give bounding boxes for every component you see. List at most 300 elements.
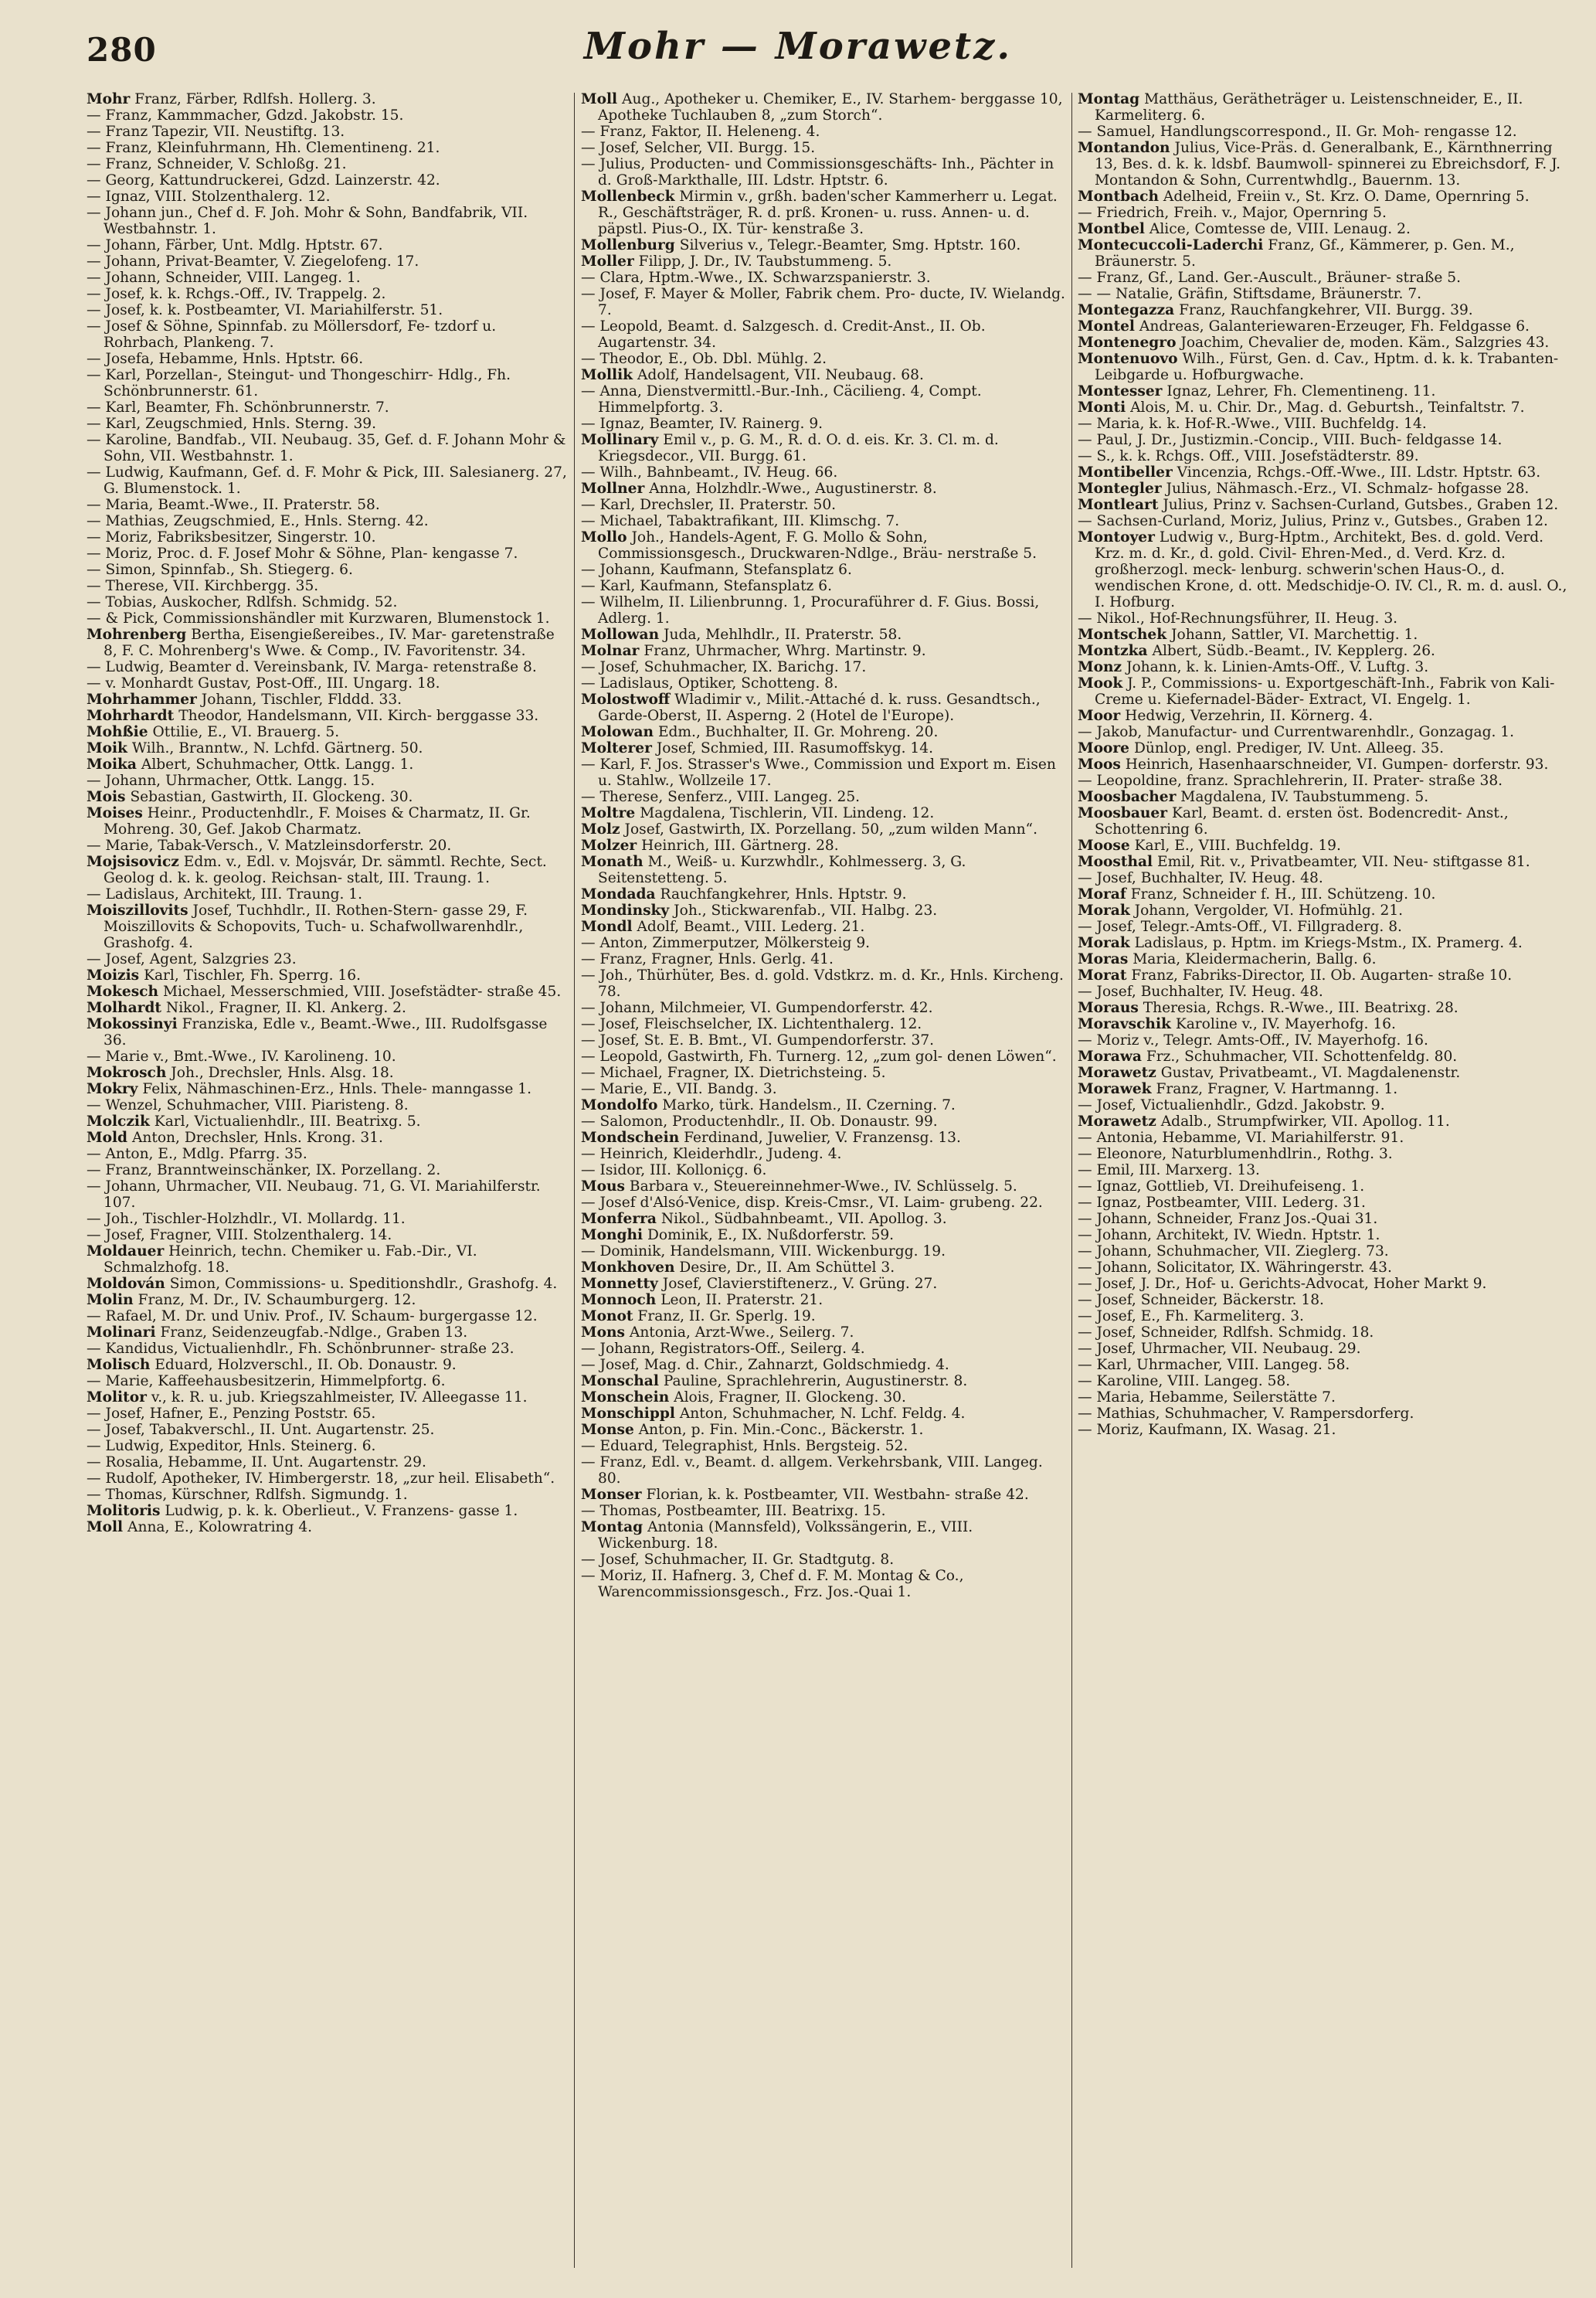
directory-entry — [581, 383, 1068, 416]
entry-surname: Mohrhardt — [87, 708, 175, 724]
entry-text: Marko, türk. Handelsm., II. Czerning. 7. — [662, 1097, 956, 1113]
entry-text: — Isidor, III. Kolloniçg. 6. — [581, 1162, 767, 1178]
entry-text: — Josef, k. k. Rchgs.-Off., IV. Trappelg. 2. — [87, 286, 386, 302]
entry-surname: Moiszillovits — [87, 903, 188, 919]
entry-surname: Molin — [87, 1292, 134, 1308]
entry-text: — Rudolf, Apotheker, IV. Himbergerstr. 18, „zur heil. Elisabeth“. — [87, 1470, 555, 1487]
entry-text: — Marie, E., VII. Bandg. 3. — [581, 1081, 777, 1097]
directory-entry — [87, 237, 569, 253]
directory-entry — [87, 1503, 569, 1519]
entry-text: — Ignaz, VIII. Stolzenthalerg. 12. — [87, 189, 331, 205]
entry-text: — Josef, Victualienhdlr., Gdzd. Jakobstr. 9. — [1078, 1097, 1385, 1113]
entry-surname: Moller — [581, 253, 634, 270]
directory-entry — [581, 1389, 1068, 1406]
entry-text: Julius, Vice-Präs. d. Generalbank, E., Kärnthnerring 13, Bes. d. k. k. ldsbf. Baumwoll- spinnerei zu Ebreichsdorf, F. J. Montandon & Sohn, Currentwhdlg., Bauernm. 13. — [1095, 140, 1561, 189]
entry-surname: Morak — [1078, 935, 1130, 951]
directory-entry — [87, 659, 569, 675]
entry-text: — Karl, Beamter, Fh. Schönbrunnerstr. 7. — [87, 399, 389, 416]
directory-entry — [87, 270, 569, 286]
entry-text: Ottilie, E., VI. Brauerg. 5. — [152, 724, 340, 740]
running-head: Mohr — Morawetz. — [583, 25, 1013, 68]
directory-entry — [87, 1470, 569, 1487]
directory-entry — [1078, 740, 1572, 756]
entry-text: Karl, Beamt. d. ersten öst. Bodencredit- Anst., Schottenring 6. — [1095, 805, 1509, 838]
entry-surname: Moldován — [87, 1276, 165, 1292]
directory-entry — [1078, 448, 1572, 464]
directory-entry — [581, 1292, 1068, 1308]
directory-entry — [581, 351, 1068, 367]
entry-surname: Monser — [581, 1487, 642, 1503]
entry-text: Mirmin v., grßh. baden'scher Kammerherr u. Legat. R., Geschäftsträger, R. d. prß. Kronen- u. russ. Annen- u. d. päpstl. Pius-O., IX. Tür- kenstraße 3. — [598, 189, 1058, 237]
directory-entry — [87, 1357, 569, 1373]
entry-surname: Montschek — [1078, 627, 1167, 643]
entry-text: Josef, Clavierstiftenerz., V. Grüng. 27. — [662, 1276, 938, 1292]
entry-text: — Moriz, Fabriksbesitzer, Singerstr. 10. — [87, 529, 376, 546]
entry-surname: Monferra — [581, 1211, 657, 1227]
directory-entry — [581, 1422, 1068, 1438]
entry-text: — Johann, Privat-Beamter, V. Ziegelofeng. 17. — [87, 253, 419, 270]
entry-text: Emil v., p. G. M., R. d. O. d. eis. Kr. 3. Cl. m. d. Kriegsdecor., VII. Burgg. 61. — [598, 432, 999, 464]
directory-entry — [581, 1162, 1068, 1178]
entry-text: — Karl, Drechsler, II. Praterstr. 50. — [581, 497, 837, 513]
entry-surname: Mous — [581, 1178, 625, 1195]
entry-surname: Moosbauer — [1078, 805, 1168, 821]
directory-entry — [581, 789, 1068, 805]
entry-surname: Morawa — [1078, 1049, 1142, 1065]
directory-entry — [1078, 221, 1572, 237]
entry-text: Silverius v., Telegr.-Beamter, Smg. Hptstr. 160. — [679, 237, 1021, 253]
directory-entry — [1078, 838, 1572, 854]
entry-text: — — Natalie, Gräfin, Stiftsdame, Bräunerstr. 7. — [1078, 286, 1422, 302]
entry-text: — Josef d'Alsó-Venice, disp. Kreis-Cmsr., VI. Laim- grubeng. 22. — [581, 1195, 1043, 1211]
directory-entry — [581, 481, 1068, 497]
directory-entry — [1078, 318, 1572, 335]
directory-entry — [87, 627, 569, 659]
entry-surname: Montleart — [1078, 497, 1159, 513]
directory-entry — [581, 189, 1068, 237]
directory-entry — [581, 529, 1068, 562]
directory-entry — [1078, 497, 1572, 513]
entry-surname: Mold — [87, 1130, 128, 1146]
directory-entry — [1078, 383, 1572, 399]
entry-surname: Monse — [581, 1422, 634, 1438]
entry-text: — Franz, Schneider, V. Schloßg. 21. — [87, 156, 347, 172]
directory-entry — [1078, 91, 1572, 124]
directory-entry — [581, 270, 1068, 286]
directory-entry — [87, 1146, 569, 1162]
entry-surname: Mois — [87, 789, 126, 805]
directory-entry — [87, 1097, 569, 1113]
directory-entry — [581, 692, 1068, 724]
entry-surname: Montoyer — [1078, 529, 1155, 546]
entry-surname: Moik — [87, 740, 127, 756]
entry-text: — Josef, Selcher, VII. Burgg. 15. — [581, 140, 816, 156]
directory-entry — [87, 189, 569, 205]
entry-text: Johann, Sattler, VI. Marchettig. 1. — [1171, 627, 1418, 643]
entry-text: Heinrich, Hasenhaarschneider, VI. Gumpen- dorferstr. 93. — [1125, 756, 1549, 773]
directory-entry — [87, 756, 569, 773]
entry-text: — Michael, Tabaktrafikant, III. Klimschg. 7. — [581, 513, 900, 529]
directory-entry — [581, 286, 1068, 318]
directory-entry — [87, 302, 569, 318]
directory-entry — [581, 838, 1068, 854]
entry-text: Dünlop, engl. Prediger, IV. Unt. Alleeg. 35. — [1133, 740, 1445, 756]
entry-text: Vincenzia, Rchgs.-Off.-Wwe., III. Ldstr. Hptstr. 63. — [1177, 464, 1541, 481]
directory-entry — [1078, 1227, 1572, 1243]
directory-entry — [581, 513, 1068, 529]
entry-text: — Salomon, Productenhdlr., II. Ob. Donaustr. 99. — [581, 1113, 938, 1130]
entry-text: Johann, Vergolder, VI. Hofmühlg. 21. — [1134, 903, 1404, 919]
directory-entry — [87, 1227, 569, 1243]
directory-entry — [87, 367, 569, 399]
directory-entry — [1078, 951, 1572, 967]
directory-entry — [1078, 432, 1572, 448]
directory-entry — [581, 1357, 1068, 1373]
entry-text: — Simon, Spinnfab., Sh. Stiegerg. 6. — [87, 562, 353, 578]
entry-surname: Mohrenberg — [87, 627, 187, 643]
entry-surname: Molhardt — [87, 1000, 161, 1016]
directory-entry — [581, 1503, 1068, 1519]
directory-entry — [581, 821, 1068, 838]
entry-surname: Mollik — [581, 367, 633, 383]
entry-text: Magdalena, IV. Taubstummeng. 5. — [1180, 789, 1429, 805]
entry-text: — Josef, Hafner, E., Penzing Poststr. 65. — [87, 1406, 376, 1422]
entry-text: — Jakob, Manufactur- und Currentwarenhdlr., Gonzagag. 1. — [1078, 724, 1515, 740]
entry-text: — Josef, F. Mayer & Moller, Fabrik chem. Pro- ducte, IV. Wielandg. 7. — [581, 286, 1065, 318]
directory-entry — [581, 156, 1068, 189]
directory-entry — [87, 562, 569, 578]
directory-entry — [581, 1341, 1068, 1357]
directory-entry — [581, 951, 1068, 967]
entry-text: — Josef, Telegr.-Amts-Off., VI. Fillgraderg. 8. — [1078, 919, 1402, 935]
entry-surname: Moor — [1078, 708, 1121, 724]
directory-entry — [1078, 1422, 1572, 1438]
directory-entry — [87, 1308, 569, 1324]
directory-entry — [581, 627, 1068, 643]
entry-text: — Josef, J. Dr., Hof- u. Gerichts-Advocat, Hoher Markt 9. — [1078, 1276, 1487, 1292]
entry-text: — Marie, Kaffeehausbesitzerin, Himmelpfortg. 6. — [87, 1373, 446, 1389]
entry-text: Pauline, Sprachlehrerin, Augustinerstr. 8. — [663, 1373, 968, 1389]
directory-entry — [581, 432, 1068, 464]
entry-text: Albert, Schuhmacher, Ottk. Langg. 1. — [141, 756, 414, 773]
directory-entry — [581, 1243, 1068, 1259]
entry-text: Wilh., Fürst, Gen. d. Cav., Hptm. d. k. k. Trabanten-Leibgarde u. Hofburgwache. — [1095, 351, 1559, 383]
directory-entry — [1078, 237, 1572, 270]
entry-surname: Moos — [1078, 756, 1121, 773]
directory-entry — [581, 967, 1068, 1000]
entry-text: Ladislaus, p. Hptm. im Kriegs-Mstm., IX. Pramerg. 4. — [1134, 935, 1523, 951]
entry-surname: Morak — [1078, 903, 1130, 919]
entry-text: Antonia (Mannsfeld), Volkssängerin, E., VIII. Wickenburg. 18. — [598, 1519, 973, 1552]
directory-entry — [581, 1227, 1068, 1243]
directory-entry — [87, 708, 569, 724]
entry-text: — Ignaz, Postbeamter, VIII. Lederg. 31. — [1078, 1195, 1366, 1211]
entry-text: Heinrich, techn. Chemiker u. Fab.-Dir., VI. Schmalzhofg. 18. — [104, 1243, 477, 1276]
entry-text: — Josef, Buchhalter, IV. Heug. 48. — [1078, 984, 1323, 1000]
directory-entry — [87, 610, 569, 627]
entry-text: Nikol., Südbahnbeamt., VII. Apollog. 3. — [660, 1211, 947, 1227]
entry-text: — Maria, Hebamme, Seilerstätte 7. — [1078, 1389, 1336, 1406]
directory-entry — [581, 464, 1068, 481]
entry-text: Filipp, J. Dr., IV. Taubstummeng. 5. — [638, 253, 892, 270]
directory-entry — [581, 1552, 1068, 1568]
entry-text: Leon, II. Praterstr. 21. — [660, 1292, 823, 1308]
entry-surname: Molczik — [87, 1113, 150, 1130]
directory-entry — [87, 1162, 569, 1178]
entry-surname: Molzer — [581, 838, 637, 854]
entry-surname: Moll — [581, 91, 618, 107]
entry-text: Franz, Uhrmacher, Whrg. Martinstr. 9. — [643, 643, 926, 659]
entry-text: — Therese, VII. Kirchbergg. 35. — [87, 578, 319, 594]
entry-text: Franz, II. Gr. Sperlg. 19. — [637, 1308, 816, 1324]
entry-text: Simon, Commissions- u. Speditionshdlr., Grashofg. 4. — [169, 1276, 558, 1292]
entry-text: Julius, Prinz v. Sachsen-Curland, Gutsbes., Graben 12. — [1163, 497, 1559, 513]
directory-entry — [1078, 919, 1572, 935]
entry-text: Karl, Victualienhdlr., III. Beatrixg. 5. — [154, 1113, 421, 1130]
entry-text: — Ludwig, Expeditor, Hnls. Steinerg. 6. — [87, 1438, 376, 1454]
directory-entry — [1078, 870, 1572, 886]
entry-text: — Franz, Fragner, Hnls. Gerlg. 41. — [581, 951, 834, 967]
directory-entry — [1078, 1081, 1572, 1097]
directory-entry — [581, 140, 1068, 156]
directory-entry — [581, 935, 1068, 951]
entry-text: Wladimir v., Milit.-Attaché d. k. russ. Gesandtsch., Garde-Oberst, II. Asperng. 2 (Hotel de l'Europe). — [598, 692, 1041, 724]
directory-entry — [87, 724, 569, 740]
entry-surname: Molisch — [87, 1357, 151, 1373]
entry-text: Franz, M. Dr., IV. Schaumburgerg. 12. — [138, 1292, 416, 1308]
entry-text: — Johann, Uhrmacher, VII. Neubaug. 71, G. VI. Mariahilferstr. 107. — [87, 1178, 541, 1211]
directory-entry — [1078, 1276, 1572, 1292]
entry-text: Adelheid, Freiin v., St. Krz. O. Dame, Opernring 5. — [1163, 189, 1530, 205]
entry-text: — Samuel, Handlungscorrespond., II. Gr. Moh- rengasse 12. — [1078, 124, 1517, 140]
entry-text: Anna, Holzhdlr.-Wwe., Augustinerstr. 8. — [649, 481, 937, 497]
entry-surname: Mollo — [581, 529, 627, 546]
entry-surname: Moldauer — [87, 1243, 165, 1259]
directory-entry — [1078, 1113, 1572, 1130]
entry-text: Desire, Dr., II. Am Schüttel 3. — [679, 1259, 895, 1276]
directory-entry — [581, 1308, 1068, 1324]
directory-entry — [581, 1016, 1068, 1032]
entry-surname: Mons — [581, 1324, 625, 1341]
entry-text: Matthäus, Gerätheträger u. Leistenschneider, E., II. Karmeliterg. 6. — [1095, 91, 1523, 124]
directory-entry — [1078, 1016, 1572, 1032]
entry-text: Alois, M. u. Chir. Dr., Mag. d. Geburtsh., Teinfaltstr. 7. — [1130, 399, 1525, 416]
directory-entry — [87, 854, 569, 886]
directory-entry — [1078, 481, 1572, 497]
entry-text: — Moriz v., Telegr. Amts-Off., IV. Mayerhofg. 16. — [1078, 1032, 1428, 1049]
entry-surname: Mondada — [581, 886, 656, 903]
entry-surname: Monschein — [581, 1389, 670, 1406]
entry-text: — Eduard, Telegraphist, Hnls. Bergsteig. 52. — [581, 1438, 908, 1454]
entry-text: — Franz, Kammmacher, Gdzd. Jakobstr. 15. — [87, 107, 404, 124]
entry-text: — Anna, Dienstvermittl.-Bur.-Inh., Cäcilieng. 4, Compt. Himmelpfortg. 3. — [581, 383, 982, 416]
directory-entry — [87, 1178, 569, 1211]
directory-entry — [581, 124, 1068, 140]
entry-text: — Johann, Färber, Unt. Mdlg. Hptstr. 67. — [87, 237, 383, 253]
directory-entry — [581, 1130, 1068, 1146]
directory-entry — [1078, 1389, 1572, 1406]
entry-text: — Josef, St. E. B. Bmt., VI. Gumpendorferstr. 37. — [581, 1032, 935, 1049]
entry-surname: Molterer — [581, 740, 652, 756]
entry-text: Florian, k. k. Postbeamter, VII. Westbahn- straße 42. — [646, 1487, 1029, 1503]
entry-surname: Mollenburg — [581, 237, 675, 253]
entry-text: Theresia, Rchgs. R.-Wwe., III. Beatrixg. 28. — [1143, 1000, 1458, 1016]
directory-entry — [1078, 643, 1572, 659]
directory-entry — [87, 1519, 569, 1535]
entry-text: — Johann, Schuhmacher, VII. Zieglerg. 73. — [1078, 1243, 1389, 1259]
directory-entry — [87, 1243, 569, 1276]
entry-text: — Josef, Fleischselcher, IX. Lichtenthalerg. 12. — [581, 1016, 922, 1032]
directory-entry — [1078, 189, 1572, 205]
directory-entry — [1078, 1292, 1572, 1308]
entry-text: — Karl, Zeugschmied, Hnls. Sterng. 39. — [87, 416, 377, 432]
entry-text: Hedwig, Verzehrin, II. Körnerg. 4. — [1125, 708, 1374, 724]
directory-entry — [87, 1000, 569, 1016]
entry-text: Gustav, Privatbeamt., VI. Magdalenenstr. — [1160, 1065, 1461, 1081]
entry-text: Josef, Schmied, III. Rasumoffskyg. 14. — [656, 740, 934, 756]
entry-surname: Mondl — [581, 919, 633, 935]
directory-entry — [1078, 399, 1572, 416]
entry-text: Franz, Seidenzeugfab.-Ndlge., Graben 13. — [160, 1324, 468, 1341]
directory-entry — [87, 546, 569, 562]
directory-entry — [1078, 903, 1572, 919]
entry-text: Heinrich, III. Gärtnerg. 28. — [641, 838, 839, 854]
entry-text: — Josef, Buchhalter, IV. Heug. 48. — [1078, 870, 1323, 886]
directory-entry — [1078, 967, 1572, 984]
entry-text: — Franz, Branntweinschänker, IX. Porzellang. 2. — [87, 1162, 441, 1178]
entry-text: Albert, Südb.-Beamt., IV. Kepplerg. 26. — [1152, 643, 1435, 659]
entry-text: — Marie, Tabak-Versch., V. Matzleinsdorferstr. 20. — [87, 838, 452, 854]
entry-text: Julius, Nähmasch.-Erz., VI. Schmalz- hofgasse 28. — [1166, 481, 1530, 497]
entry-text: — Karl, Kaufmann, Stefansplatz 6. — [581, 578, 833, 594]
directory-entry — [87, 529, 569, 546]
entry-text: Karl, E., VIII. Buchfeldg. 19. — [1134, 838, 1341, 854]
entry-surname: Moika — [87, 756, 137, 773]
entry-text: Franz, Fragner, V. Hartmanng. 1. — [1156, 1081, 1398, 1097]
directory-entry — [581, 1438, 1068, 1454]
entry-text: Alois, Fragner, II. Glockeng. 30. — [674, 1389, 906, 1406]
entry-surname: Mohßie — [87, 724, 148, 740]
directory-entry — [1078, 886, 1572, 903]
entry-text: Anton, p. Fin. Min.-Conc., Bäckerstr. 1. — [638, 1422, 924, 1438]
entry-surname: Mondolfo — [581, 1097, 658, 1113]
entry-text: Ignaz, Lehrer, Fh. Clementineng. 11. — [1166, 383, 1436, 399]
entry-text: — Josef, E., Fh. Karmeliterg. 3. — [1078, 1308, 1304, 1324]
entry-text: Joachim, Chevalier de, moden. Käm., Salzgries 43. — [1180, 335, 1550, 351]
entry-text: v., k. R. u. jub. Kriegszahlmeister, IV. Alleegasse 11. — [151, 1389, 528, 1406]
directory-entry — [581, 854, 1068, 886]
entry-surname: Moraf — [1078, 886, 1126, 903]
entry-surname: Molz — [581, 821, 620, 838]
entry-text: Johann, k. k. Linien-Amts-Off., V. Luftg. 3. — [1126, 659, 1429, 675]
entry-text: — Josef, Mag. d. Chir., Zahnarzt, Goldschmiedg. 4. — [581, 1357, 949, 1373]
directory-entry — [87, 464, 569, 497]
entry-text: Franz, Färber, Rdlfsh. Hollerg. 3. — [134, 91, 376, 107]
entry-surname: Montbach — [1078, 189, 1159, 205]
directory-entry — [87, 1389, 569, 1406]
entry-surname: Moraus — [1078, 1000, 1139, 1016]
entry-text: Maria, Kleidermacherin, Ballg. 6. — [1132, 951, 1377, 967]
directory-entry — [1078, 724, 1572, 740]
entry-text: — Karoline, Bandfab., VII. Neubaug. 35, Gef. d. F. Johann Mohr & Sohn, VII. Westbahnstr. 1. — [87, 432, 566, 464]
entry-text: Josef, Gastwirth, IX. Porzellang. 50, „zum wilden Mann“. — [624, 821, 1037, 838]
entry-surname: Monnoch — [581, 1292, 657, 1308]
directory-entry — [1078, 270, 1572, 286]
entry-surname: Montbel — [1078, 221, 1145, 237]
directory-entry — [1078, 1341, 1572, 1357]
directory-entry — [581, 1259, 1068, 1276]
directory-entry — [1078, 1049, 1572, 1065]
directory-entry — [87, 318, 569, 351]
entry-surname: Mollinary — [581, 432, 659, 448]
entry-text: — Dominik, Handelsmann, VIII. Wickenburgg. 19. — [581, 1243, 946, 1259]
directory-entry — [581, 318, 1068, 351]
entry-text: — Josef, Schneider, Rdlfsh. Schmidg. 18. — [1078, 1324, 1374, 1341]
directory-entry — [1078, 286, 1572, 302]
entry-surname: Mokry — [87, 1081, 138, 1097]
directory-entry — [581, 1097, 1068, 1113]
entry-text: — Antonia, Hebamme, VI. Mariahilferstr. 91. — [1078, 1130, 1404, 1146]
entry-text: Nikol., Fragner, II. Kl. Ankerg. 2. — [165, 1000, 406, 1016]
directory-entry — [1078, 205, 1572, 221]
entry-surname: Moore — [1078, 740, 1130, 756]
entry-text: Wilh., Branntw., N. Lchfd. Gärtnerg. 50. — [131, 740, 423, 756]
entry-surname: Molostwoff — [581, 692, 671, 708]
entry-text: Joh., Stickwarenfab., VII. Halbg. 23. — [674, 903, 938, 919]
entry-text: — Johann, Milchmeier, VI. Gumpendorferstr. 42. — [581, 1000, 933, 1016]
entry-text: — Ludwig, Kaufmann, Gef. d. F. Mohr & Pick, III. Salesianerg. 27, G. Blumenstock. 1. — [87, 464, 567, 497]
directory-entry — [581, 1000, 1068, 1016]
directory-entry — [87, 805, 569, 838]
directory-entry — [1078, 1130, 1572, 1146]
entry-text: — Johann, Schneider, Franz Jos.-Quai 31. — [1078, 1211, 1378, 1227]
entry-text: — Friedrich, Freih. v., Major, Opernring 5. — [1078, 205, 1387, 221]
entry-surname: Mollner — [581, 481, 645, 497]
entry-surname: Montzka — [1078, 643, 1148, 659]
entry-text: Edm., Buchhalter, II. Gr. Mohreng. 20. — [657, 724, 939, 740]
entry-text: — Rafael, M. Dr. und Univ. Prof., IV. Schaum- burgergasse 12. — [87, 1308, 538, 1324]
entry-text: — Wilhelm, II. Lilienbrunng. 1, Procuraführer d. F. Gius. Bossi, Adlerg. 1. — [581, 594, 1040, 627]
entry-text: Sebastian, Gastwirth, II. Glockeng. 30. — [130, 789, 413, 805]
directory-entry — [87, 675, 569, 692]
entry-text: Andreas, Galanteriewaren-Erzeuger, Fh. Feldgasse 6. — [1139, 318, 1530, 335]
directory-entry — [87, 107, 569, 124]
directory-entry — [581, 1195, 1068, 1211]
directory-entry — [87, 1016, 569, 1049]
entry-surname: Montegazza — [1078, 302, 1175, 318]
entry-surname: Moose — [1078, 838, 1130, 854]
directory-entry — [581, 1211, 1068, 1227]
entry-text: — Johann, Architekt, IV. Wiedn. Hptstr. 1. — [1078, 1227, 1380, 1243]
directory-entry — [87, 91, 569, 107]
directory-entry — [581, 1519, 1068, 1552]
directory-entry — [581, 886, 1068, 903]
entry-text: Rauchfangkehrer, Hnls. Hptstr. 9. — [660, 886, 907, 903]
directory-entry — [581, 903, 1068, 919]
directory-entry — [1078, 659, 1572, 675]
entry-surname: Montibeller — [1078, 464, 1173, 481]
entry-surname: Mohr — [87, 91, 131, 107]
directory-entry — [581, 1324, 1068, 1341]
entry-text: — Wenzel, Schuhmacher, VIII. Piaristeng. 8. — [87, 1097, 409, 1113]
entry-surname: Moizis — [87, 967, 140, 984]
entry-text: Ludwig v., Burg-Hptm., Architekt, Bes. d. gold. Verd. Krz. m. d. Kr., d. gold. Civil- Ehren-Med., d. Verd. Krz. d. großherzogl. meck- lenburg. schwerin'schen Haus-O., d. wendischen Krone, d. ott. Medschidje-O. IV. Cl., R. m. d. ausl. O., I. Hofburg. — [1095, 529, 1567, 610]
directory-entry — [1078, 1000, 1572, 1016]
entry-surname: Moras — [1078, 951, 1129, 967]
entry-text: — & Pick, Commissionshändler mit Kurzwaren, Blumenstock 1. — [87, 610, 550, 627]
directory-entry — [1078, 773, 1572, 789]
entry-text: — Johann, Schneider, VIII. Langeg. 1. — [87, 270, 361, 286]
